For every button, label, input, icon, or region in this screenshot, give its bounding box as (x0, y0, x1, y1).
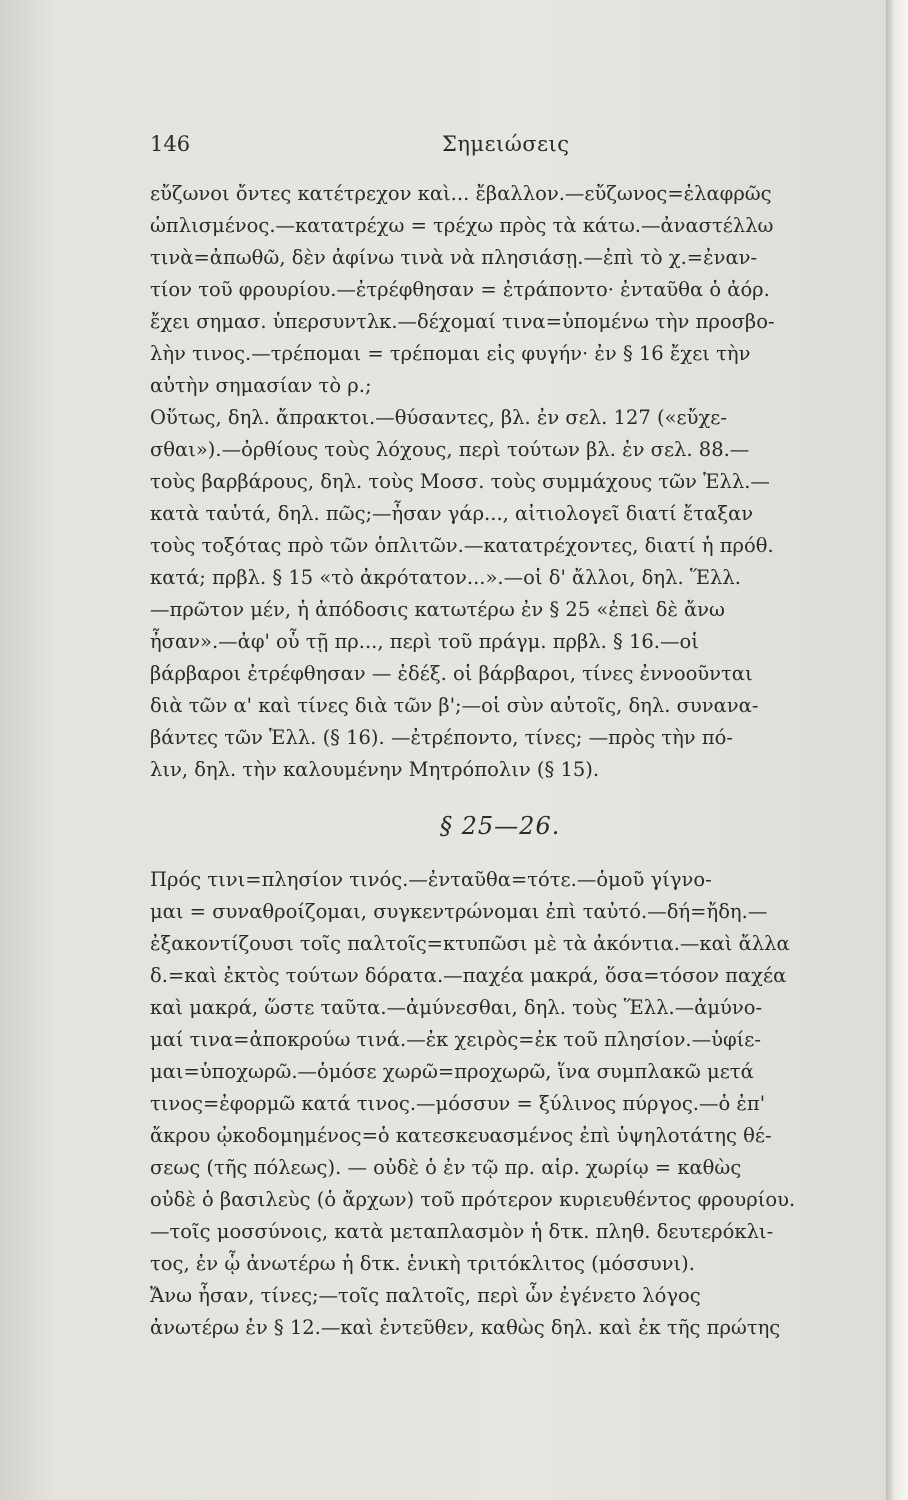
text-line: —πρῶτον μέν, ἡ ἀπόδοσις κατωτέρω ἐν § 25 «ἐπεὶ δὲ ἄνω (150, 598, 725, 621)
page-number: 146 (150, 132, 191, 156)
text-line: Οὕτως, δηλ. ἄπρακτοι.—θύσαντες, βλ. ἐν σελ. 127 («εὔχε- (150, 406, 727, 429)
text-line: εὔζωνοι ὄντες κατέτρεχον καὶ... ἔβαλλον.—εὔζωνος=ἐλαφρῶς (150, 182, 772, 205)
text-line: τοὺς βαρβάρους, δηλ. τοὺς Μοσσ. τοὺς συμμάχους τῶν Ἑλλ.— (150, 470, 770, 493)
text-line: σεως (τῆς πόλεως). — οὐδὲ ὁ ἐν τῷ πρ. αἱρ. χωρίῳ = καθὼς (150, 1156, 742, 1179)
text-line: κατά; πρβλ. § 15 «τὸ ἀκρότατον...».—οἱ δ' ἄλλοι, δηλ. Ἕλλ. (150, 566, 741, 589)
text-line: τινος=ἐφορμῶ κατά τινος.—μόσσυν = ξύλινος πύργος.—ὁ ἐπ' (150, 1092, 766, 1115)
text-line: μαί τινα=ἀποκρούω τινά.—ἐκ χειρὸς=ἐκ τοῦ πλησίον.—ὑφίε- (150, 1028, 761, 1051)
text-line: ἔχει σημασ. ὑπερσυντλκ.—δέχομαί τινα=ὑπομένω τὴν προσβο- (150, 310, 775, 333)
text-line: δ.=καὶ ἐκτὸς τούτων δόρατα.—παχέα μακρά, ὅσα=τόσον παχέα (150, 964, 787, 987)
running-header (150, 132, 850, 162)
text-line: —τοῖς μοσσύνοις, κατὰ μεταπλασμὸν ἡ δτκ. πληθ. δευτερόκλι- (150, 1220, 774, 1243)
text-line: λὴν τινος.—τρέπομαι = τρέπομαι εἰς φυγήν· ἐν § 16 ἔχει τὴν (150, 342, 751, 365)
text-line: ἄκρου ᾠκοδομημένος=ὁ κατεσκευασμένος ἐπὶ ὑψηλοτάτης θέ- (150, 1124, 772, 1147)
text-line: ἐξακοντίζουσι τοῖς παλτοῖς=κτυπῶσι μὲ τὰ ἀκόντια.—καὶ ἄλλα (150, 932, 790, 955)
text-line: οὐδὲ ὁ βασιλεὺς (ὁ ἄρχων) τοῦ πρότερον κυριευθέντος φρουρίου. (150, 1188, 796, 1211)
text-line: βάρβαροι ἐτρέφθησαν — ἐδέξ. οἱ βάρβαροι, τίνες ἐννοοῦνται (150, 662, 753, 685)
running-title: Σημειώσεις (442, 132, 570, 156)
notes-block-2 (150, 864, 870, 1344)
text-line: κατὰ ταὐτά, δηλ. πῶς;—ἦσαν γάρ..., αἰτιολογεῖ διατί ἔταξαν (150, 502, 754, 525)
text-line: μαι = συναθροίζομαι, συγκεντρώνομαι ἐπὶ ταὐτό.—δή=ἤδη.— (150, 900, 768, 923)
text-line: τίον τοῦ φρουρίου.—ἐτρέφθησαν = ἐτράποντο· ἐνταῦθα ὁ ἀόρ. (150, 278, 770, 301)
page-gutter (886, 0, 908, 1500)
text-line: διὰ τῶν α' καὶ τίνες διὰ τῶν β';—οἱ σὺν αὐτοῖς, δηλ. συνανα- (150, 694, 759, 717)
text-line: βάντες τῶν Ἑλλ. (§ 16). —ἐτρέποντο, τίνες; —πρὸς τὴν πό- (150, 726, 733, 749)
notes-block-1 (150, 178, 870, 786)
text-line: αὐτὴν σημασίαν τὸ ρ.; (150, 374, 372, 397)
text-line: καὶ μακρά, ὥστε ταῦτα.—ἀμύνεσθαι, δηλ. τοὺς Ἕλλ.—ἀμύνο- (150, 996, 763, 1019)
section-heading: § 25—26. (440, 812, 561, 840)
text-line: Πρός τινι=πλησίον τινός.—ἐνταῦθα=τότε.—ὁμοῦ γίγνο- (150, 868, 712, 891)
text-line: μαι=ὑποχωρῶ.—ὁμόσε χωρῶ=προχωρῶ, ἵνα συμπλακῶ μετά (150, 1060, 754, 1083)
text-line: ὡπλισμένος.—κατατρέχω = τρέχω πρὸς τὰ κάτω.—ἀναστέλλω (150, 214, 774, 237)
text-line: Ἄνω ἦσαν, τίνες;—τοῖς παλτοῖς, περὶ ὧν ἐγένετο λόγος (150, 1284, 701, 1307)
text-line: ἦσαν».—ἀφ' οὗ τῇ πρ..., περὶ τοῦ πράγμ. πρβλ. § 16.—οἱ (150, 630, 699, 653)
text-line: σθαι»).—ὀρθίους τοὺς λόχους, περὶ τούτων βλ. ἐν σελ. 88.— (150, 438, 750, 461)
text-line: λιν, δηλ. τὴν καλουμένην Μητρόπολιν (§ 15). (150, 758, 600, 781)
text-line: ἀνωτέρω ἐν § 12.—καὶ ἐντεῦθεν, καθὼς δηλ. καὶ ἐκ τῆς πρώτης (150, 1316, 781, 1339)
text-line: τινὰ=ἀπωθῶ, δὲν ἀφίνω τινὰ νὰ πλησιάσῃ.—ἐπὶ τὸ χ.=ἐναν- (150, 246, 758, 269)
text-line: τοὺς τοξότας πρὸ τῶν ὁπλιτῶν.—κατατρέχοντες, διατί ἡ πρόθ. (150, 534, 774, 557)
text-line: τος, ἐν ᾧ ἀνωτέρω ἡ δτκ. ἑνικὴ τριτόκλιτος (μόσσυνι). (150, 1252, 695, 1275)
